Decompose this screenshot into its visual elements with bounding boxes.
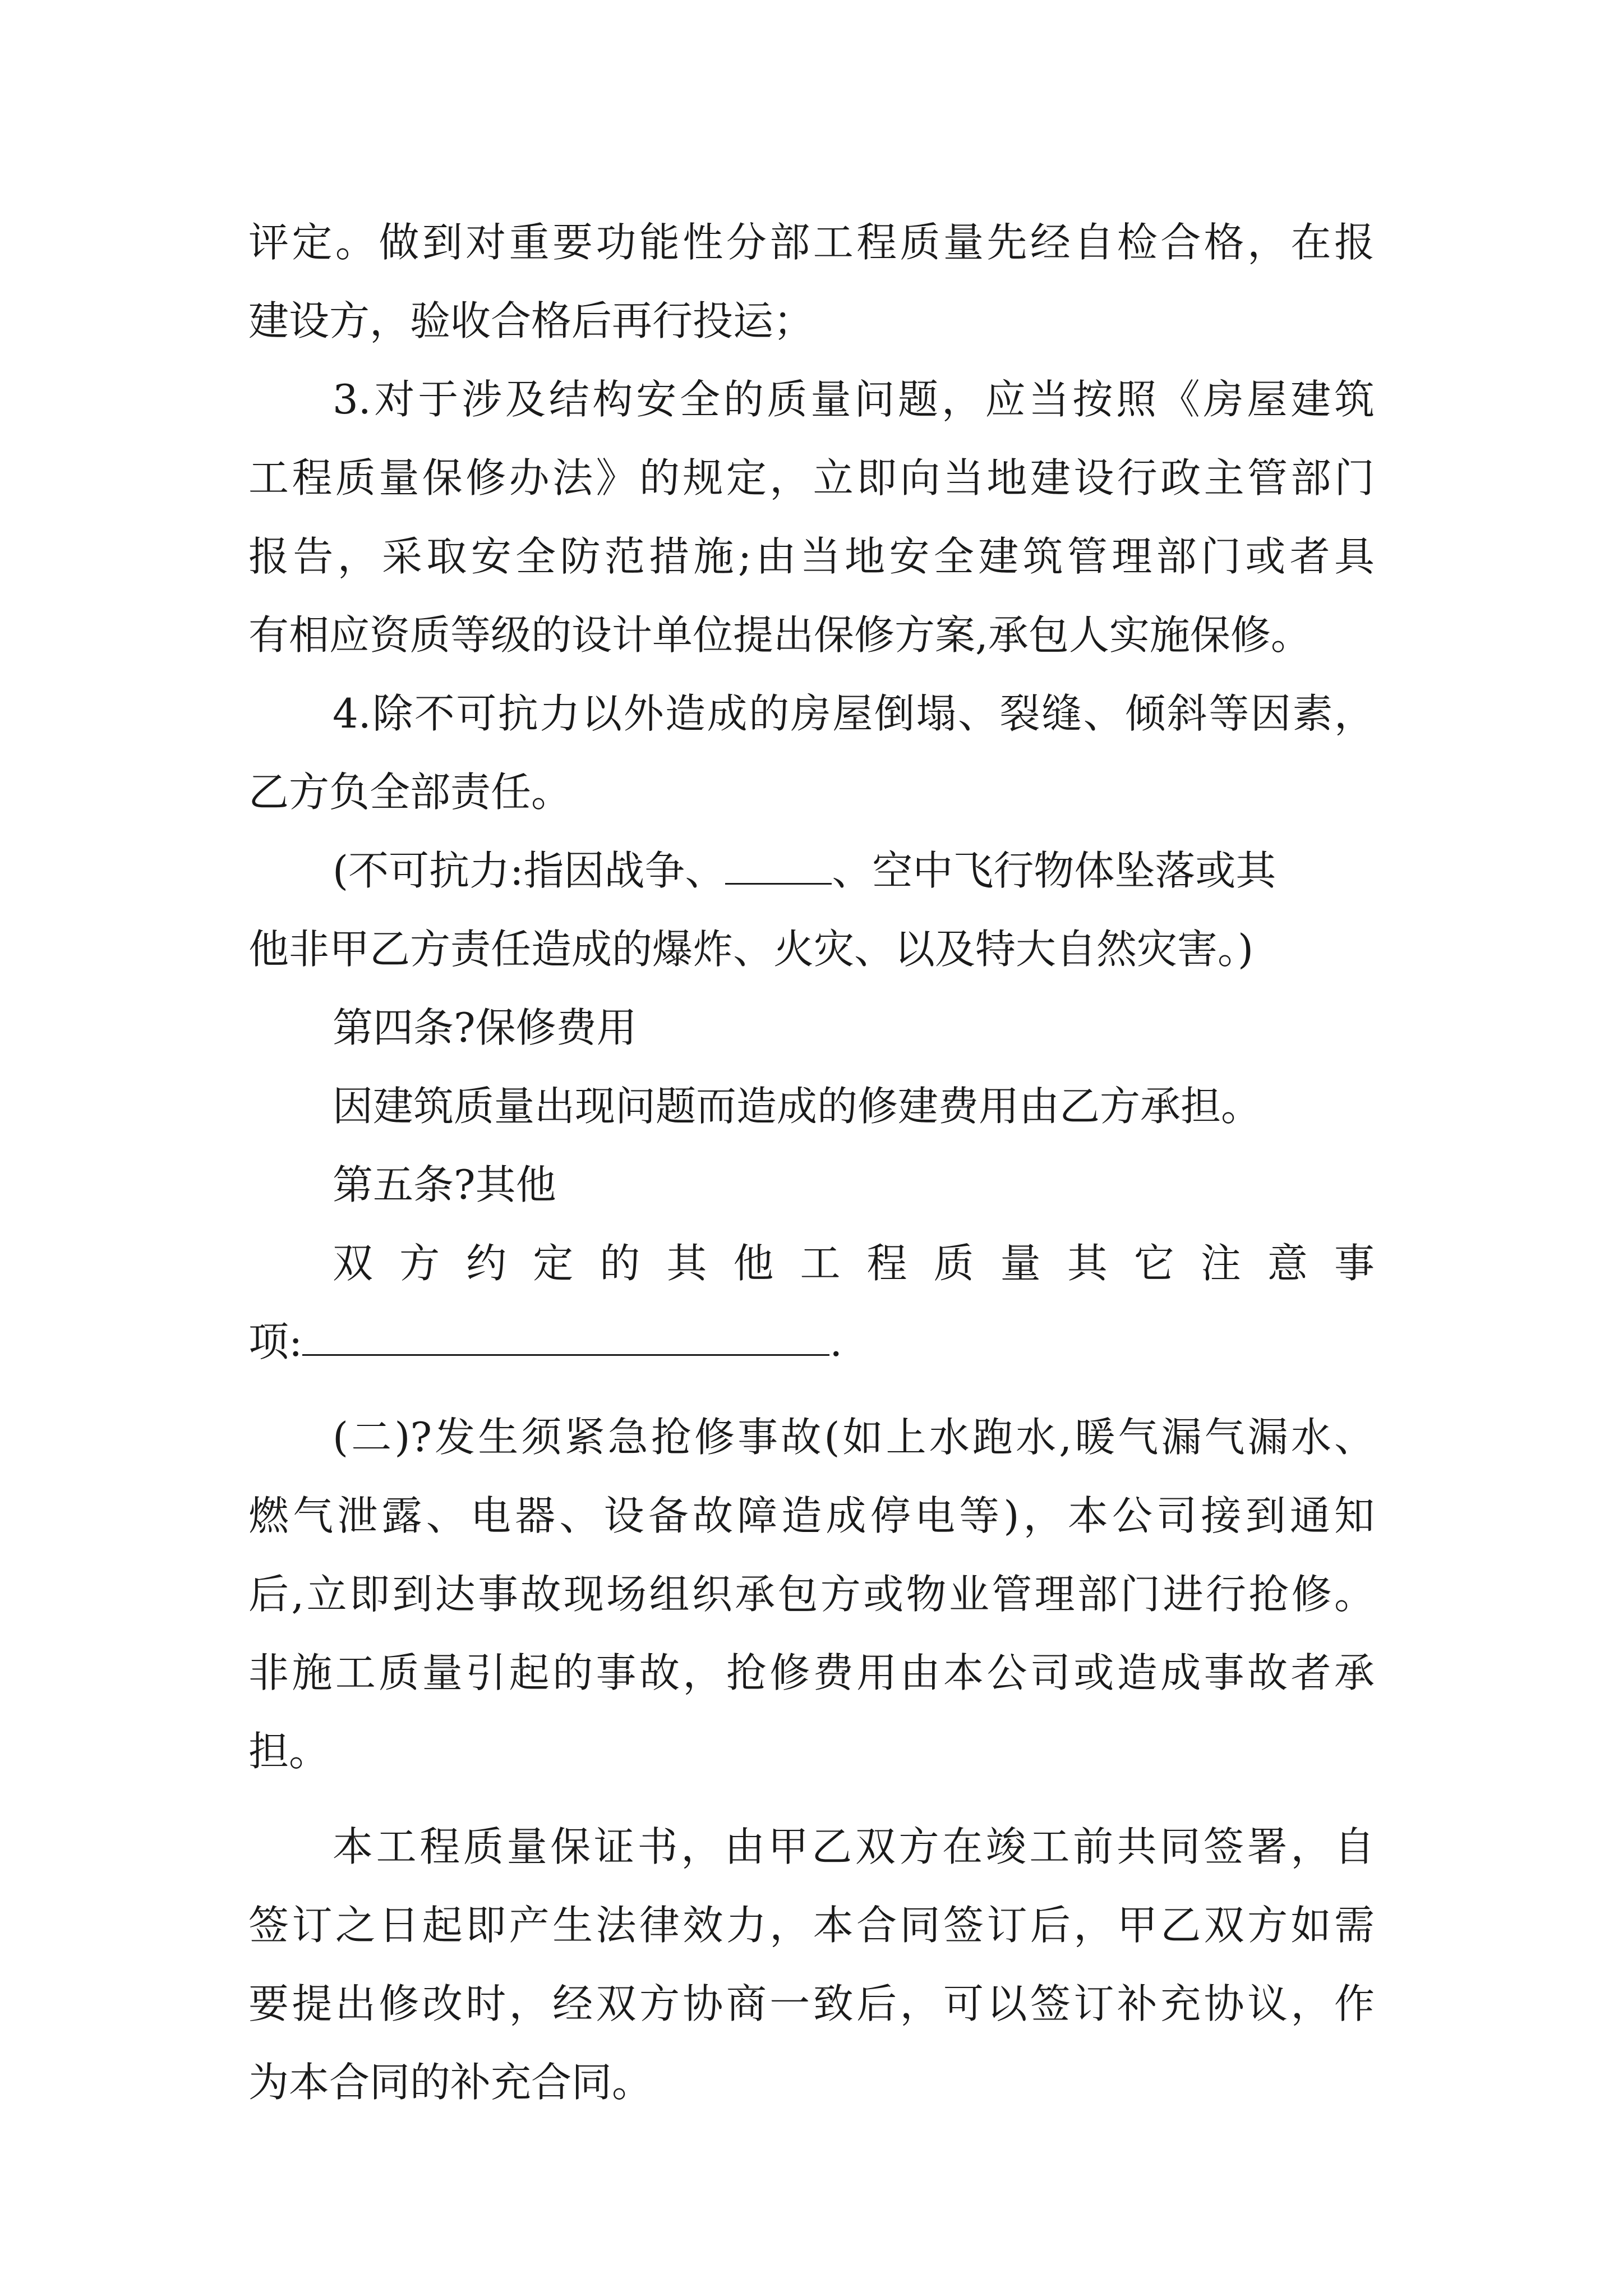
article-heading: 第五条?其他 <box>333 1161 556 1208</box>
fill-in-blank[interactable] <box>725 849 832 885</box>
paragraph-line: 本工程质量保证书，由甲乙双方在竣工前共同签署，自 <box>333 1823 1375 1870</box>
paragraph-line: 工程质量保修办法》的规定，立即向当地建设行政主管部门 <box>248 454 1375 501</box>
paragraph-line: 乙方负全部责任。 <box>248 769 572 816</box>
document-body <box>248 203 1375 2122</box>
paragraph-line: 评定。做到对重要功能性分部工程质量先经自检合格，在报 <box>248 219 1375 266</box>
item-period: . <box>829 1318 843 1365</box>
paragraph-line: 他非甲乙方责任造成的爆炸、火灾、以及特大自然灾害。) <box>248 926 1254 973</box>
force-majeure-text-cont: 、空中飞行物体坠落或其 <box>832 847 1276 894</box>
paragraph-line: 报告，采取安全防范措施;由当地安全建筑管理部门或者具 <box>248 533 1375 580</box>
paragraph-line: 燃气泄露、电器、设备故障造成停电等)，本公司接到通知 <box>248 1492 1375 1539</box>
paragraph-line: 有相应资质等级的设计单位提出保修方案,承包人实施保修。 <box>248 611 1311 659</box>
force-majeure-text: (不可抗力:指因战争、 <box>333 847 726 894</box>
paragraph-line: 为本合同的补充合同。 <box>248 2059 653 2106</box>
paragraph-line: 因建筑质量出现问题而造成的修建费用由乙方承担。 <box>333 1083 1262 1130</box>
paragraph-line <box>248 1303 1375 1381</box>
paragraph-line: 签订之日起即产生法律效力，本合同签订后，甲乙双方如需 <box>248 1902 1375 1949</box>
paragraph-line: 双方约定的其他工程质量其它注意事 <box>333 1240 1375 1287</box>
paragraph-line: 要提出修改时，经双方协商一致后，可以签订补充协议，作 <box>248 1980 1375 2027</box>
fill-in-blank[interactable] <box>302 1320 829 1356</box>
paragraph-line: 非施工质量引起的事故，抢修费用由本公司或造成事故者承 <box>248 1649 1375 1696</box>
paragraph-line: 担。 <box>248 1728 330 1775</box>
paragraph-line: 3.对于涉及结构安全的质量问题，应当按照《房屋建筑 <box>333 376 1375 423</box>
paragraph-line <box>248 831 1375 910</box>
paragraph-line: (二)?发生须紧急抢修事故(如上水跑水,暖气漏气漏水、 <box>333 1414 1375 1461</box>
item-label: 项: <box>248 1318 303 1365</box>
paragraph-line: 4.除不可抗力以外造成的房屋倒塌、裂缝、倾斜等因素， <box>333 690 1375 737</box>
article-heading: 第四条?保修费用 <box>333 1004 637 1051</box>
paragraph-line: 建设方，验收合格后再行投运； <box>248 297 814 344</box>
paragraph-line: 后,立即到达事故现场组织承包方或物业管理部门进行抢修。 <box>248 1571 1375 1618</box>
